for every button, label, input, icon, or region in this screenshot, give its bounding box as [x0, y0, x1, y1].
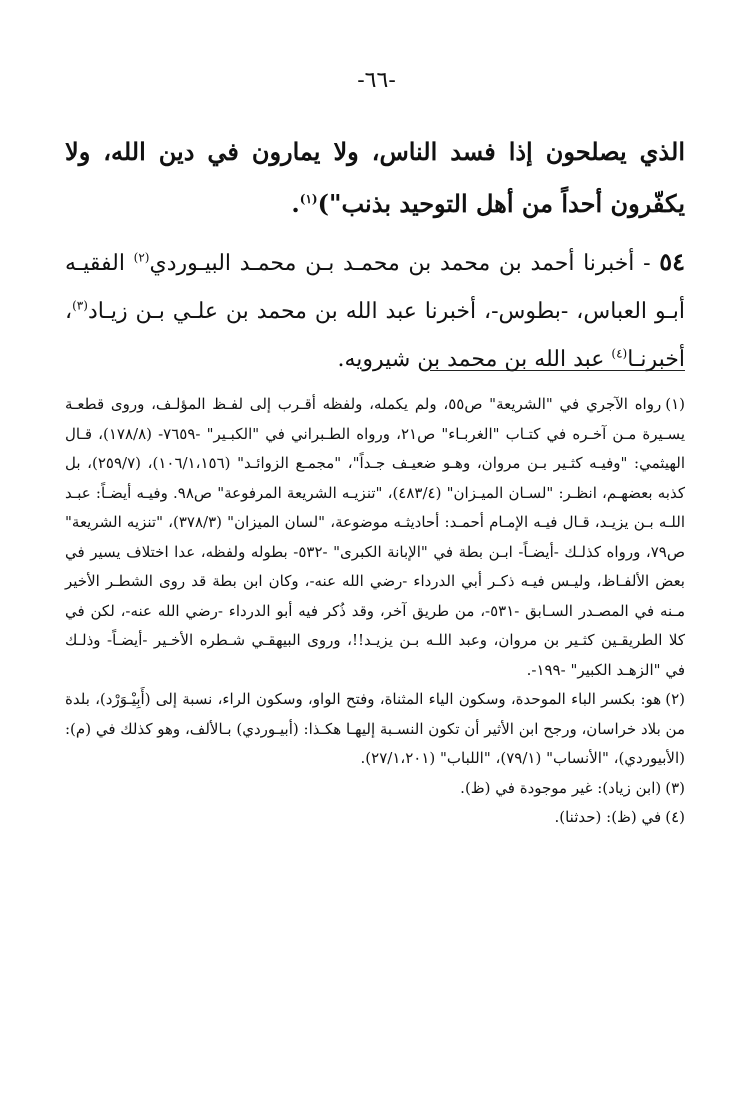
main-text	[65, 126, 685, 384]
footnote-text: هو: بكسر الباء الموحدة، وسكون الياء المثناة، وفتح الواو، وسكون الراء، نسبة إلى (أَبِيْـوَرْد)، بلدة من بلاد خراسان، ورجح ابن الأثير أن تكون النسـبة إليهـا هكـذا: (أبيـوردي) بـالألف، وهو كذلك في (م): (الأبيوردي)، "الأنساب" (٧٩/١)، "اللباب" (٢٧/١،٢٠١).	[65, 690, 685, 767]
footnote-4	[65, 803, 685, 833]
footnote-text: (ابن زياد): غير موجودة في (ظ).	[460, 778, 662, 797]
hadith-text-part4: عبد الله بن محمد بن شيرويه.	[337, 347, 612, 372]
footnote-label: (٢)	[665, 690, 685, 708]
footnote-ref-4[interactable]: (٤)	[611, 346, 628, 361]
footnote-label: (١)	[665, 395, 685, 413]
footnote-ref-3[interactable]: (٣)	[72, 298, 88, 313]
footnote-2	[65, 685, 685, 774]
hadith-text-part2: الفقيـه أبـو العباس، -بطوس-، أخبرنا عبد الله بن محمد بن علـي بـن زيـاد	[65, 251, 685, 324]
hadith-text-part1: أخبرنا أحمد بن محمد بن محمـد بـن محمـد البيـوردي	[149, 251, 635, 276]
hadith-number: ٥٤	[659, 247, 685, 276]
footnote-1	[65, 390, 685, 685]
footnote-text: في (ظ): (حدثنا).	[554, 808, 662, 826]
hadith-54	[65, 238, 685, 384]
hadith-dash: -	[634, 251, 660, 276]
quote-ending-tail: .	[291, 189, 300, 218]
footnotes	[65, 390, 685, 833]
footnote-3	[65, 774, 685, 804]
footnote-label: (٣)	[665, 778, 685, 797]
footnote-ref-2[interactable]: (٢)	[133, 250, 150, 265]
footnote-text: رواه الآجري في "الشريعة" ص٥٥، ولم يكمله، ولفظه أقـرب إلى لفـظ المؤلـف، وروى قطعـة يسـيرة مـن آخـره في كتـاب "الغربـاء" ص٢١، ورواه الطـبراني في "الكبـير" -٧٦٥٩- (١٧٨/٨)، قـال الهيثمي: "وفيـه كثـير بـن مروان، وهـو ضعيـف جـداً"، "مجمـع الزوائـد" (١٠٦/١،١٥٦)، (٢٥٩/٧)، بل كذبه بعضهـم، انظـر: "لسـان الميـزان" (٤٨٣/٤)، "تنزيـه الشريعة المرفوعة" ص٩٨. وفيـه أيضـاً: عبـد اللـه بـن يزيـد، قـال فيـه الإمـام أحمـد: أحاديثـه موضوعة، "لسان الميزان" (٣٧٨/٣)، "تنزيه الشريعة" ص٧٩، ورواه كذلـك -أيضـاً- ابـن بطة في "الإبانة الكبرى" -٥٣٢- بطوله ولفظه، عدا اختلاف يسير في بعض الألفـاظ، وليـس فيـه ذكـر أبي الدرداء -رضي الله عنه-، وكان ابن بطة قد روى الشطـر الأخير مـنه في المصـدر السـابق -٥٣١-، من طريق آخر، وقد ذُكر فيه أبو الدرداء -رضي الله عنه-، لكن في كلا الطريقـين كثـير بن مروان، وعبد اللـه بـن يزيـد!!، وروى البيهقـي شـطره الأخـير -أيضـاً- وذلـك في "الزهـد الكبير" -١٩٩-.	[65, 395, 685, 679]
footnote-label: (٤)	[665, 808, 685, 826]
footnote-separator	[430, 370, 685, 371]
quote-ending	[65, 126, 685, 230]
page-number: -٦٦-	[357, 68, 396, 93]
quote-ending-text: الذي يصلحون إذا فسد الناس، ولا يمارون في دين الله، ولا يكفّرون أحداً من أهل التوحيد بذنب")	[65, 137, 685, 218]
hadith-text-part3: ، أخبرنـا	[65, 299, 685, 372]
footnote-ref-1[interactable]: (١)	[299, 192, 318, 206]
